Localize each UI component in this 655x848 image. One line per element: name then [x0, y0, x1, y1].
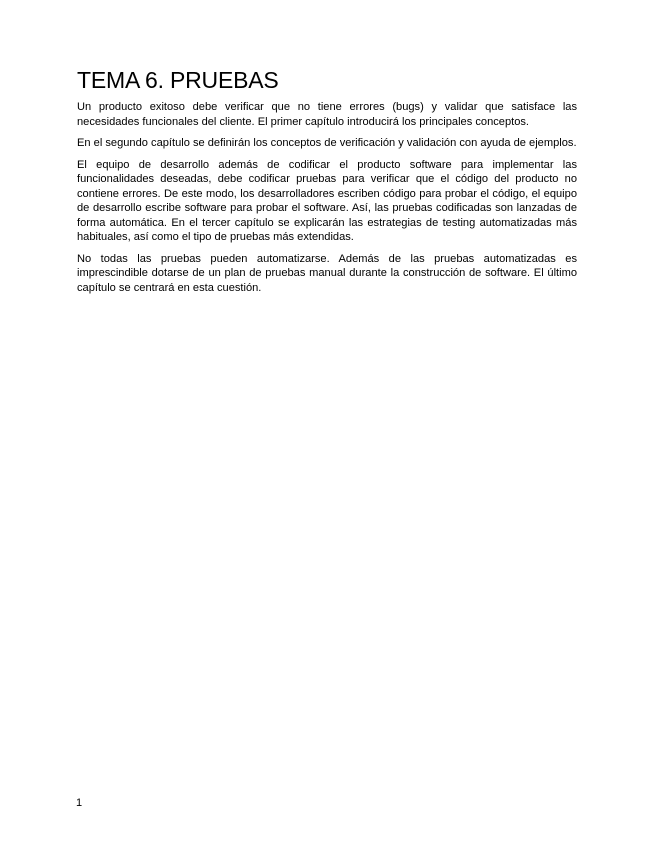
page-title: TEMA 6. PRUEBAS — [77, 67, 279, 93]
paragraph-intro: Un producto exitoso debe verificar que no tiene errores (bugs) y validar que satisface las necesidades funcionales del cliente. El primer capítulo introducirá los principales conceptos. — [77, 101, 577, 128]
paragraph-chapter-4: No todas las pruebas pueden automatizarse. Además de las pruebas automatizadas es imprescindible dotarse de un plan de pruebas manual durante la construcción de software. El último capítulo se centrará en esta cuestión. — [77, 252, 577, 294]
page-number: 1 — [76, 797, 83, 809]
document-body — [77, 100, 577, 302]
paragraph-chapter-3: El equipo de desarrollo además de codificar el producto software para implementar las funcionalidades deseadas, debe codificar pruebas para verificar que el código del producto no contiene errores. De este modo, los desarrolladores escriben código para probar el código, el equipo de desarrollo escribe software para probar el software. Así, las pruebas codificadas son lanzadas de forma automática. En el tercer capítulo se explicarán las estrategias de testing automatizadas más habituales, así como el tipo de pruebas más extendidas. — [77, 158, 577, 243]
paragraph-chapter-2: En el segundo capítulo se definirán los conceptos de verificación y validación con ayuda de ejemplos. — [77, 137, 577, 149]
